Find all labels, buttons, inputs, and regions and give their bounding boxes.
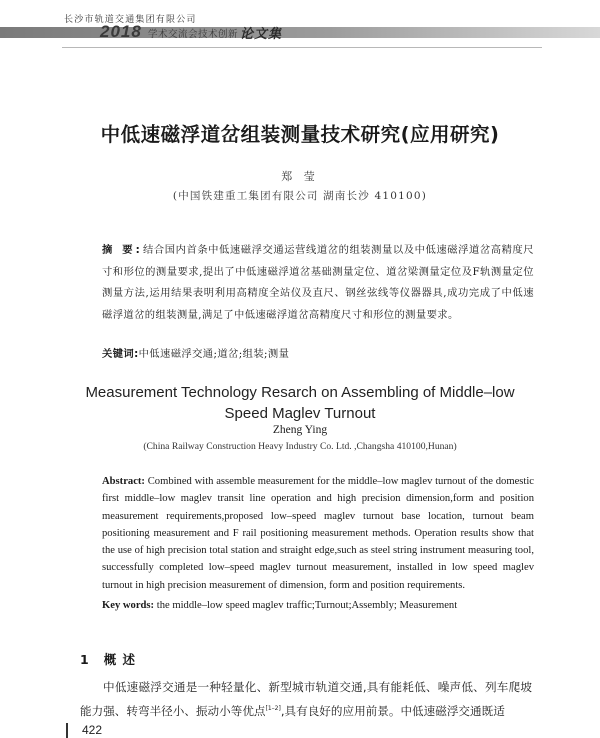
abstract-cn xyxy=(102,240,534,326)
paper-title-en-line2: Speed Maglev Turnout xyxy=(224,405,376,422)
affiliation-en: (China Railway Construction Heavy Industry Co. Ltd. ,Changsha 410100,Hunan) xyxy=(143,441,457,452)
header-collection-logo: 论文集 xyxy=(240,27,283,42)
keywords-text-cn: 中低速磁浮交通;道岔;组装;测量 xyxy=(138,348,290,360)
header-subtitle: 学术交流会技术创新 xyxy=(148,29,239,40)
keywords-cn xyxy=(102,345,534,360)
header-band xyxy=(0,24,600,41)
keywords-label-en: Key words: xyxy=(102,600,155,611)
abstract-en xyxy=(102,473,534,594)
header-year: 2018 xyxy=(100,22,142,41)
abstract-text-cn: 结合国内首条中低速磁浮交通运营线道岔的组装测量以及中低速磁浮道岔高精度尺寸和形位的测量要求,提出了中低速磁浮道岔基础测量定位、道岔梁测量定位及F轨测量定位测量方法,运用结果表明利用高精度全站仪及直尺、钢丝弦线等仪器器具,成功完成了中低速磁浮道岔的组装测量,满足了中低速磁浮道岔高精度尺寸和形位的测量要求。 xyxy=(102,244,534,321)
paper-title-en xyxy=(60,382,540,424)
section-title: 概 述 xyxy=(103,652,137,667)
keywords-label-cn: 关键词: xyxy=(102,348,139,360)
paper-title-en-line1: Measurement Technology Resarch on Assembling of Middle–low xyxy=(85,384,515,401)
abstract-label-en: Abstract: xyxy=(102,476,145,487)
body-text-part2: ,具有良好的应用前景。中低速磁浮交通既适 xyxy=(280,703,505,718)
body-text-part1: 中低速磁浮交通是一种轻量化、新型城市轨道交通,具有能耗低、噪声低、列车爬坡能力强、转弯半径小、振动小等优点 xyxy=(80,680,532,718)
abstract-label-cn: 摘 要: xyxy=(102,244,143,256)
body-paragraph xyxy=(80,677,532,722)
affiliation-cn: (中国铁建重工集团有限公司 湖南长沙 410100) xyxy=(172,190,428,202)
header-rule xyxy=(62,47,542,48)
section-number: 1 xyxy=(80,652,90,667)
keywords-text-en: the middle–low speed maglev traffic;Turnout;Assembly; Measurement xyxy=(156,600,458,611)
header-company: 长沙市轨道交通集团有限公司 xyxy=(64,15,197,25)
author-cn: 郑 莹 xyxy=(281,170,319,183)
keywords-en xyxy=(102,600,534,611)
page-marker xyxy=(66,723,68,738)
citation: [1–2] xyxy=(265,705,281,712)
paper-title-cn: 中低速磁浮道岔组装测量技术研究(应用研究) xyxy=(100,123,500,146)
section-heading xyxy=(80,650,136,668)
page-number: 422 xyxy=(82,723,103,737)
author-en: Zheng Ying xyxy=(272,424,328,436)
abstract-text-en: Combined with assemble measurement for the middle–low maglev turnout of the domestic first middle–low maglev transit line operation and high precision dimension,form and position measurement requirements,proposed low–speed maglev turnout base location, turnout beam positioning measurement and F rail positioning measurement methods. Operation results show that the use of high precision total station and straight edge,such as steel string instrument measuring tool, successfully completed low–speed maglev turnout measurement, installed in low speed maglev turnout in high precision measurement of dimension, form and position requirements. xyxy=(102,476,534,591)
